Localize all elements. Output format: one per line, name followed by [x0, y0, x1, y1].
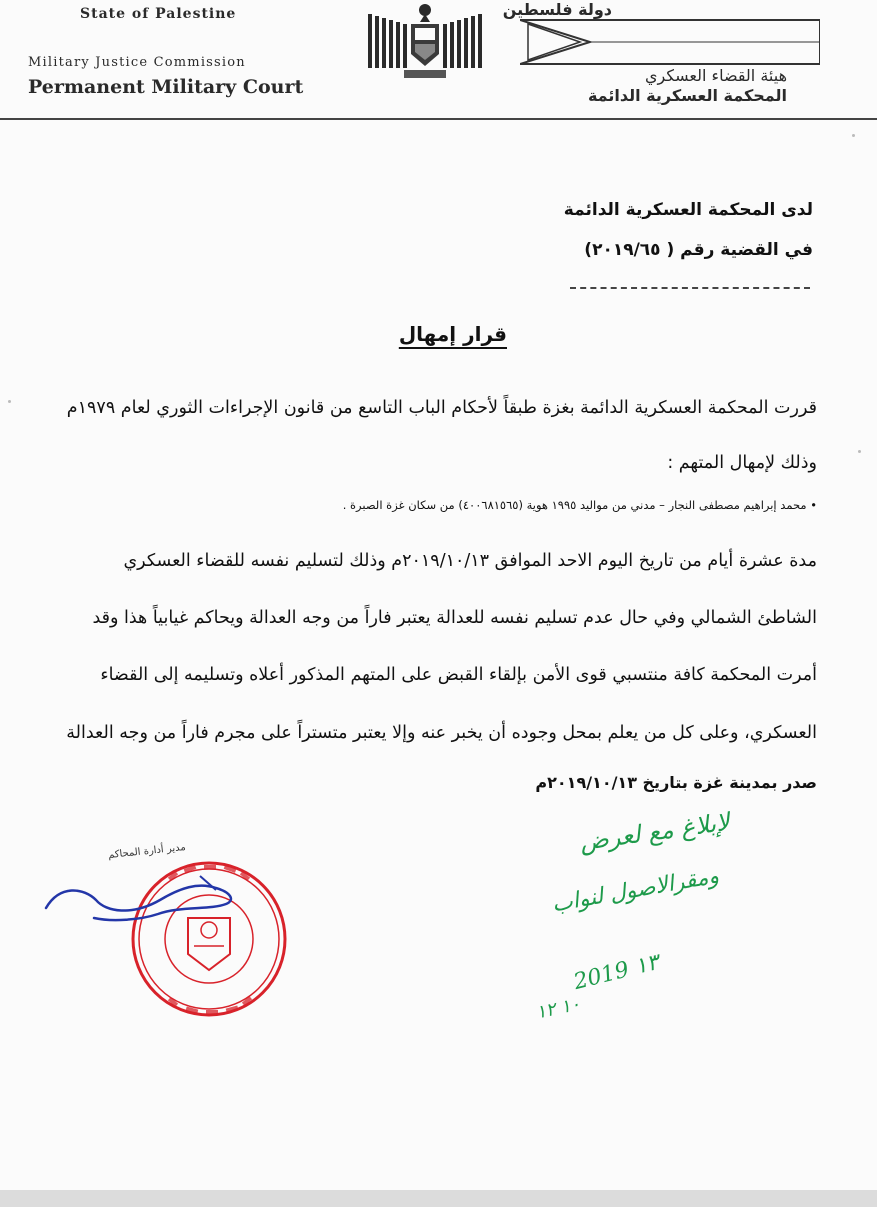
body-line-5: أمرت المحكمة كافة منتسبي قوى الأمن بإلقاء القبض على المتهم المذكور أعلاه وتسليمه إلى القضاء — [100, 665, 817, 685]
court-label: لدى المحكمة العسكرية الدائمة — [563, 200, 813, 220]
body-line-4: الشاطئ الشمالي وفي حال عدم تسليم نفسه للعدالة يعتبر فاراً من وجه العدالة ويحاكم غيابياً هذا وقد — [92, 608, 817, 628]
signature-icon — [40, 870, 250, 930]
body-line-3: مدة عشرة أيام من تاريخ اليوم الاحد الموافق ٢٠١٩/١٠/١٣م وذلك لتسليم نفسه للقضاء العسكري — [123, 551, 817, 571]
scan-speck — [852, 134, 855, 137]
scan-speck — [8, 400, 11, 403]
body-line-2: وذلك لإمهال المتهم : — [667, 453, 817, 473]
header-court-en: Permanent Military Court — [28, 76, 304, 98]
handwritten-line-2: ومقرالاصول لنواب — [550, 863, 721, 918]
body-line-1: قررت المحكمة العسكرية الدائمة بغزة طبقاً لأحكام الباب التاسع من قانون الإجراءات الثوري لعام ١٩٧٩م — [66, 398, 817, 418]
header-state-ar: دولة فلسطين — [502, 0, 612, 19]
handwritten-line-3: 2019 ١٣ — [571, 949, 662, 996]
accused-details: • محمد إبراهيم مصطفى النجار – مدني من مواليد ١٩٩٥ هوية (٤٠٠٦٨١٥٦٥) من سكان غزة الصبرة . — [342, 498, 817, 512]
decision-title: قرار إمهال — [398, 322, 507, 346]
handwritten-line-4: ١٠ ١٢ — [533, 993, 582, 1024]
scan-speck — [858, 450, 861, 453]
header-state-en: State of Palestine — [80, 6, 237, 22]
case-number: في القضية رقم ( ٢٠١٩/٦٥) — [584, 240, 813, 260]
header-commission-en: Military Justice Commission — [28, 55, 246, 70]
header-divider — [0, 118, 877, 120]
handwritten-line-1: لإبلاغ مع لعرض — [577, 807, 732, 857]
eagle-emblem-icon — [364, 0, 486, 82]
dashed-divider — [570, 287, 810, 289]
header-court-ar: المحكمة العسكرية الدائمة — [587, 86, 787, 105]
flag-shape-icon — [520, 18, 820, 66]
director-label: مدير أدارة المحاكم — [107, 841, 187, 862]
body-line-6: العسكري، وعلى كل من يعلم بمحل وجوده أن يخبر عنه وإلا يعتبر متستراً على مجرم فاراً من وجه العدالة — [66, 723, 817, 743]
scan-bottom-strip — [0, 1190, 877, 1207]
handwritten-note — [400, 807, 732, 1030]
issued-date: صدر بمدينة غزة بتاريخ ٢٠١٩/١٠/١٣م — [535, 773, 817, 792]
header-commission-ar: هيئة القضاء العسكري — [644, 66, 787, 85]
